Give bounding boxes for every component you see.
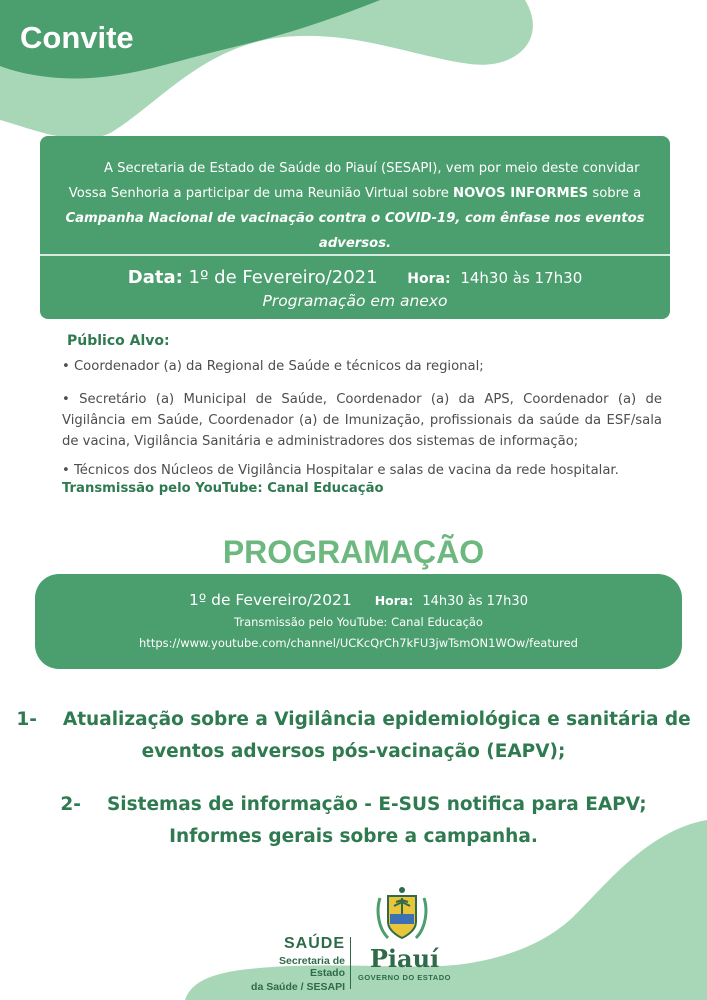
piaui-logo bbox=[357, 945, 452, 982]
piaui-label: Piauí bbox=[369, 944, 440, 973]
program-date: 1º de Fevereiro/2021 bbox=[189, 591, 352, 609]
annex-note: Programação em anexo bbox=[262, 292, 448, 310]
time-label: Hora: bbox=[407, 271, 451, 287]
program-title: PROGRAMAÇÃO bbox=[222, 534, 485, 570]
secretaria-line-1: Secretaria de Estado bbox=[279, 955, 345, 979]
invitation-box bbox=[40, 136, 670, 319]
agenda-item-1 bbox=[0, 704, 707, 768]
invitation-line-2a: Vossa Senhoria a participar de uma Reunião Virtual sobre bbox=[68, 186, 454, 201]
agenda-line: Atualização sobre a Vigilância epidemiológica e sanitária de bbox=[62, 709, 691, 730]
page-title: Convite bbox=[20, 20, 134, 55]
program-time-value: 14h30 às 17h30 bbox=[422, 594, 528, 609]
date-value: 1º de Fevereiro/2021 bbox=[188, 267, 378, 288]
invitation-highlight: NOVOS INFORMES bbox=[453, 186, 589, 201]
saude-label: SAÚDE bbox=[283, 935, 345, 952]
program-date-row bbox=[35, 591, 682, 609]
government-label: GOVERNO DO ESTADO bbox=[358, 973, 451, 982]
program-time-label: Hora: bbox=[374, 593, 414, 608]
audience-item: • Secretário (a) Municipal de Saúde, Coordenador (a) da APS, Coordenador (a) de Vigilância em Saúde, Coordenador (a) de Imunização, profissionais da saúde da ESF/sala de vacina, Vigilância Sanitária e administradores dos sistemas de informação; bbox=[62, 392, 662, 449]
state-crest-icon bbox=[374, 884, 430, 946]
program-url-link[interactable]: https://www.youtube.com/channel/UCKcQrCh7kFU3jwTsmON1WOw/featured bbox=[139, 636, 578, 650]
time-value: 14h30 às 17h30 bbox=[460, 269, 583, 287]
invitation-campaign: Campanha Nacional de vacinação contra o COVID-19, com ênfase nos eventos adversos. bbox=[65, 211, 645, 251]
program-box bbox=[35, 574, 682, 669]
invitation-date-row bbox=[40, 267, 670, 288]
secretaria-line-2: da Saúde / SESAPI bbox=[251, 981, 345, 993]
agenda-item-2 bbox=[0, 789, 707, 853]
agenda-line: eventos adversos pós-vacinação (EAPV); bbox=[141, 741, 566, 762]
date-label: Data: bbox=[127, 267, 183, 288]
sesapi-logo bbox=[245, 935, 345, 993]
audience-item: • Coordenador (a) da Regional de Saúde e técnicos da regional; bbox=[62, 359, 484, 374]
audience-title: Público Alvo: bbox=[67, 333, 170, 349]
program-broadcast: Transmissão pelo YouTube: Canal Educação bbox=[234, 615, 483, 629]
invitation-divider bbox=[40, 254, 670, 256]
invitation-line-1: A Secretaria de Estado de Saúde do Piauí (SESAPI), vem por meio deste convidar bbox=[103, 161, 640, 176]
audience-item: • Técnicos dos Núcleos de Vigilância Hospitalar e salas de vacina da rede hospitalar. bbox=[62, 463, 619, 478]
invitation-line-2c: sobre a bbox=[588, 186, 642, 201]
agenda-number: 1- bbox=[16, 709, 37, 730]
agenda-line: Informes gerais sobre a campanha. bbox=[169, 826, 538, 847]
agenda-line: Sistemas de informação - E-SUS notifica para EAPV; bbox=[106, 794, 647, 815]
agenda-number: 2- bbox=[60, 794, 81, 815]
logo-divider bbox=[350, 937, 351, 989]
invitation-text bbox=[52, 156, 658, 256]
broadcast-note: Transmissão pelo YouTube: Canal Educação bbox=[62, 481, 384, 496]
